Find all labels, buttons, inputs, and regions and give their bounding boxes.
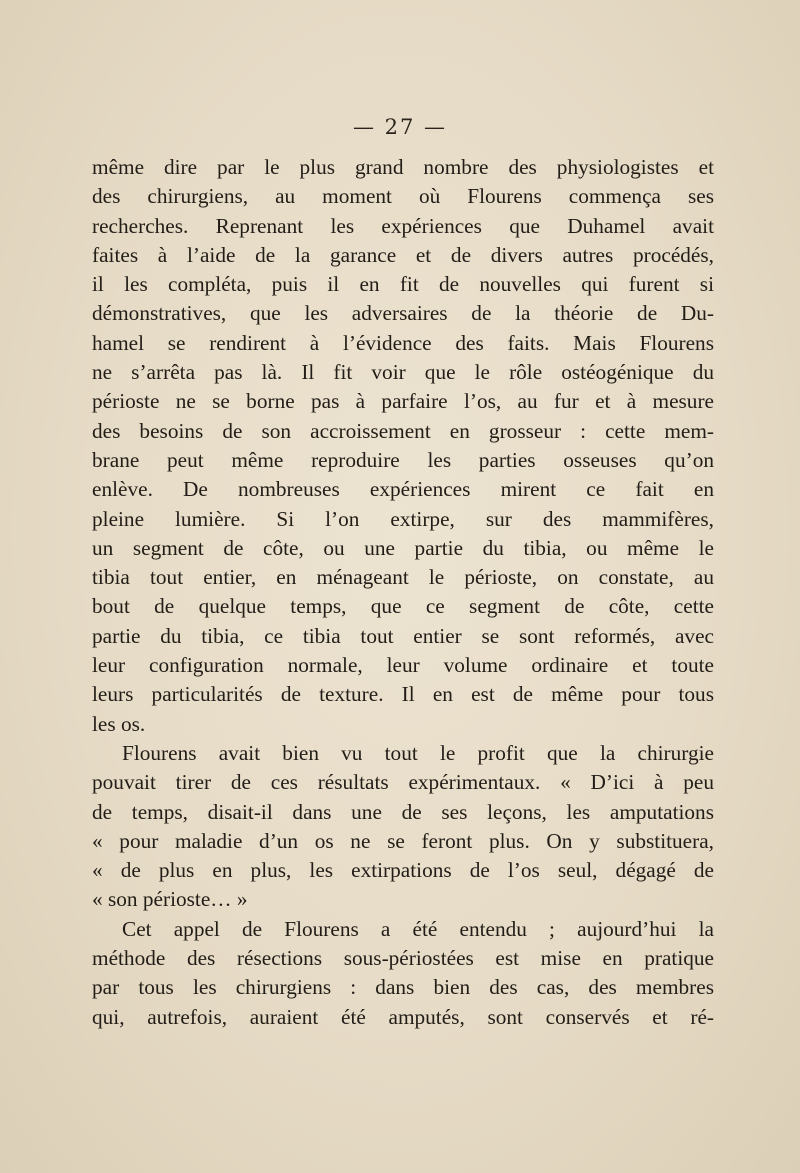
text-line: hamel se rendirent à l’évidence des faits. Mais Flourens bbox=[92, 330, 714, 355]
text-line: tibia tout entier, en ménageant le périoste, on constate, au bbox=[92, 565, 714, 590]
text-line: méthode des résections sous-périostées est mise en pratique bbox=[92, 946, 714, 971]
text-line: démonstratives, que les adversaires de la théorie de Du- bbox=[92, 301, 714, 326]
text-line: recherches. Reprenant les expériences que Duhamel avait bbox=[92, 213, 714, 238]
text-line: « son périoste… » bbox=[92, 887, 248, 912]
text-line: un segment de côte, ou une partie du tibia, ou même le bbox=[92, 535, 714, 560]
text-line: pleine lumière. Si l’on extirpe, sur des mammifères, bbox=[92, 506, 714, 531]
text-line: « de plus en plus, les extirpations de l’os seul, dégagé de bbox=[92, 858, 714, 883]
text-line: même dire par le plus grand nombre des physiologistes et bbox=[92, 155, 714, 179]
text-line: faites à l’aide de la garance et de divers autres procédés, bbox=[92, 242, 714, 267]
text-line: partie du tibia, ce tibia tout entier se sont reformés, avec bbox=[92, 623, 714, 648]
text-line: Flourens avait bien vu tout le profit que la chirurgie bbox=[122, 740, 714, 765]
text-line: « pour maladie d’un os ne se feront plus. On y substituera, bbox=[92, 828, 714, 853]
text-line: leurs particularités de texture. Il en est de même pour tous bbox=[92, 682, 714, 707]
text-line: qui, autrefois, auraient été amputés, sont conservés et ré- bbox=[92, 1004, 714, 1029]
text-line: ne s’arrêta pas là. Il fit voir que le rôle ostéogénique du bbox=[92, 360, 714, 385]
text-line: Cet appel de Flourens a été entendu ; aujourd’hui la bbox=[122, 916, 714, 941]
text-line: des chirurgiens, au moment où Flourens commença ses bbox=[92, 184, 714, 209]
text-line: enlève. De nombreuses expériences mirent ce fait en bbox=[92, 477, 714, 502]
text-line: par tous les chirurgiens : dans bien des cas, des membres bbox=[92, 975, 714, 1000]
text-line: les os. bbox=[92, 711, 146, 736]
text-line: brane peut même reproduire les parties osseuses qu’on bbox=[92, 447, 714, 472]
text-line: bout de quelque temps, que ce segment de côte, cette bbox=[92, 594, 714, 619]
text-line: il les compléta, puis il en fit de nouvelles qui furent si bbox=[92, 272, 714, 297]
text-line: des besoins de son accroissement en grosseur : cette mem- bbox=[92, 418, 714, 443]
text-line: périoste ne se borne pas à parfaire l’os, au fur et à mesure bbox=[92, 389, 714, 414]
text-line: de temps, disait-il dans une de ses leçons, les amputations bbox=[92, 799, 714, 824]
body-text bbox=[92, 153, 714, 1032]
text-line: leur configuration normale, leur volume ordinaire et toute bbox=[92, 653, 714, 678]
text-line: pouvait tirer de ces résultats expérimentaux. « D’ici à peu bbox=[92, 770, 714, 795]
page-number: — 27 — bbox=[352, 115, 448, 139]
